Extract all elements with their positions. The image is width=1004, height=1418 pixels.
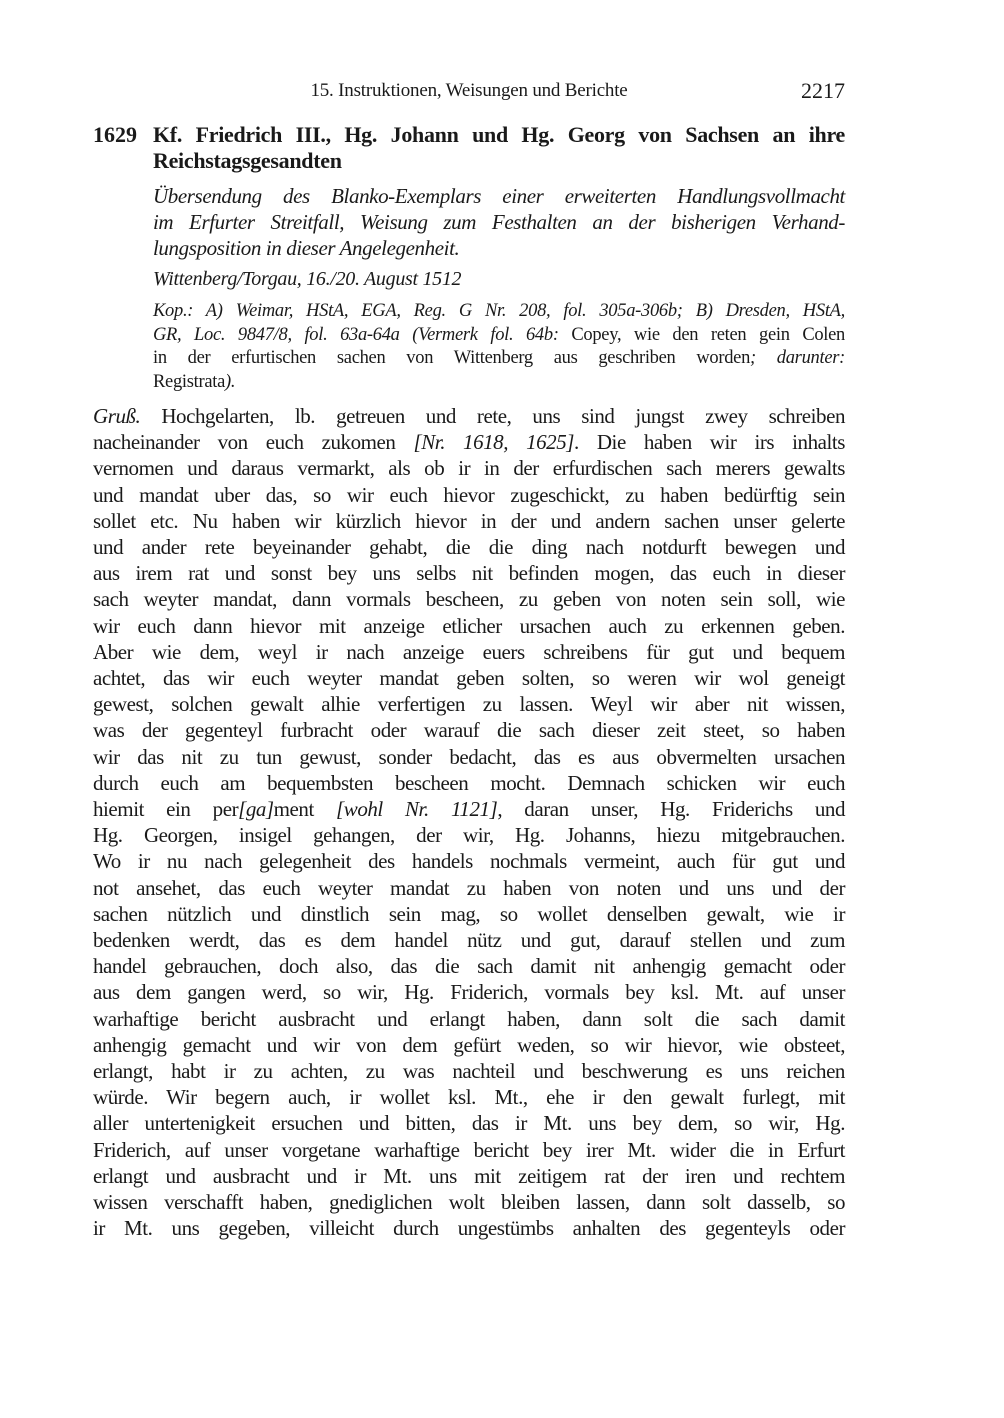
text-line [93,613,845,639]
text-line [153,300,845,324]
italic-text: Gruß. [93,404,141,428]
text-line [93,1215,845,1241]
letter-body [93,403,845,1242]
italic-text: Kop.: A) Weimar, HStA, EGA, Reg. G Nr. 208, fol. 305a-306b; B) Dresden, HStA, [153,301,845,321]
page-number: 2217 [801,78,845,103]
source-note [153,300,845,395]
text-segment: not ansehet, das euch weyter mandat zu haben von noten und uns und der [93,875,845,900]
text-segment: und ander rete beyeinander gehabt, die die ding nach notdurft bewegen und [93,535,845,560]
text-segment: sollet etc. Nu haben wir kürzlich hievor in der und andern sachen unser gelerte [93,508,845,533]
text-line [93,927,845,953]
text-line [93,717,845,743]
text-line [93,770,845,796]
text-segment: durch euch am bequembsten bescheen mocht. Demnach schicken wir euch [93,770,845,795]
text-segment: aller untertenigkeit ersuchen und bitten, das ir Mt. uns bey dem, so wir, Hg. [93,1111,845,1136]
text-segment: vernomen und daraus vermarkt, als ob ir in der erfurdischen sach merers gewalts [93,456,845,481]
text-line [93,508,845,534]
italic-text: ). [225,372,236,393]
italic-text: [ga] [238,797,274,822]
text-segment: bedenken werdt, das es dem handel nütz und gut, darauf stellen und zum [93,928,845,953]
text-line [93,953,845,979]
text-segment: Wo ir nu nach gelegenheit des handels nochmals vermeint, auch für gut und [93,849,845,874]
text-segment: sach weyter mandat, dann vormals bescheen, zu geben von noten sein soll, wie [93,587,845,612]
text-segment: warhaftige bericht ausbracht und erlangt haben, dann solt die sach damit [93,1006,845,1031]
entry-title-line: Reichstagsgesandten [153,148,342,173]
text-line [153,347,845,371]
text-segment: wissen verschafft haben, gnediglichen wolt bleiben lassen, dann solt dasselb, so [93,1190,845,1215]
text-line [93,455,845,481]
text-line [93,1032,845,1058]
text-segment: Hochgelarten, lb. getreuen und rete, uns sind jungst zwey schreiben [140,404,845,428]
text-segment: ir Mt. uns gegeben, villeicht durch ungestümbs anhalten des gegenteyls oder [93,1216,845,1241]
entry-title-line: Kf. Friedrich III., Hg. Johann und Hg. Georg von Sachsen an ihre [153,122,845,147]
abstract-line: lungsposition in dieser Angelegenheit. [153,236,460,260]
abstract-line: Übersendung des Blanko-Exemplars einer erweiterten Handlungsvollmacht [153,184,845,208]
italic-text: [wohl Nr. 1121] [336,797,498,822]
text-segment: würde. Wir begern auch, ir wollet ksl. Mt., ehe ir den gewalt furlegt, mit [93,1085,845,1110]
text-segment: aus dem gangen werd, so wir, Hg. Friderich, vormals bey ksl. Mt. auf unser [93,980,845,1005]
text-line [93,1084,845,1110]
text-segment: nacheinander von euch zukomen [93,430,414,455]
text-segment: anhengig gemacht und wir von dem gefürt weden, so wir hievor, wie obsteet, [93,1032,845,1057]
text-segment: gewest, solchen gewalt alhie verfertigen zu lassen. Weyl wir aber nit wissen, [93,692,845,717]
text-segment: Hg. Georgen, insigel gehangen, der wir, Hg. Johanns, hiezu mitgebrauchen. [93,823,845,848]
text-line [93,744,845,770]
text-line [153,324,845,348]
text-segment: . Die haben wir irs inhalts [574,430,845,455]
text-segment: erlangt und ausbracht und ir Mt. uns mit zeitigem rat der iren und rechtem [93,1163,845,1188]
text-segment: , daran unser, Hg. Friderichs und [497,797,846,822]
text-line [93,665,845,691]
text-line [93,639,845,665]
text-line [93,1137,845,1163]
text-segment: achtet, das wir euch weyter mandat geben solten, so weren wir wol geneigt [93,666,845,691]
text-line [93,1058,845,1084]
text-segment: handel gebrauchen, doch also, das die sach damit nit anhengig gemacht oder [93,954,845,979]
text-line [93,796,845,822]
entry-number: 1629 [93,122,137,147]
text-line [93,482,845,508]
text-line [93,534,845,560]
text-line [93,979,845,1005]
text-line [153,371,845,395]
text-segment: Registrata [153,372,226,393]
text-segment: aus irem rat und sonst bey uns selbs nit befinden mogen, das euch in dieser [93,561,845,586]
text-line [93,560,845,586]
text-line [93,901,845,927]
italic-text: ; darunter: [750,348,845,369]
text-line [93,875,845,901]
text-segment: Copey, wie den reten gein Colen [558,324,846,345]
italic-text: [Nr. 1618, 1625] [413,430,574,455]
text-segment: wir das nit zu tun gewust, sonder bedacht, das es aus obvermelten ursachen [93,744,845,769]
text-line [93,1110,845,1136]
running-title: 15. Instruktionen, Weisungen und Berichte [310,80,628,101]
text-segment: Friderich, auf unser vorgetane warhaftige bericht bey irer Mt. wider die in Erfurt [93,1137,845,1162]
abstract-line: im Erfurter Streitfall, Weisung zum Festhalten an der bisherigen Verhand- [153,210,845,234]
text-segment: Aber wie dem, weyl ir nach anzeige euers schreibens für gut und bequem [93,639,845,664]
text-segment: in der erfurtischen sachen von Wittenberg aus geschriben worden [153,348,751,369]
text-line [93,691,845,717]
entry-date: Wittenberg/Torgau, 16./20. August 1512 [153,268,462,290]
text-segment: hiemit ein per [93,797,239,822]
entry-abstract [153,183,845,261]
text-line [93,1163,845,1189]
text-segment: was der gegenteyl furbracht oder warauf die sach dieser zeit steet, so haben [93,718,845,743]
text-line [93,1189,845,1215]
text-segment: wir euch dann hievor mit anzeige etlicher ursachen auch zu erkennen geben. [93,613,845,638]
italic-text: GR, Loc. 9847/8, fol. 63a-64a (Vermerk fol. 64b: [153,324,559,345]
text-line [93,586,845,612]
text-line [93,1006,845,1032]
text-segment: sachen nützlich und dinstlich sein mag, so wollet denselben gewalt, wie ir [93,901,845,926]
entry-title [153,122,845,174]
text-line [93,848,845,874]
text-line [93,822,845,848]
text-segment: und mandat uber das, so wir euch hievor zugeschickt, zu haben bedürftig sein [93,482,845,507]
text-segment: erlangt, habt ir zu achten, zu was nachteil und beschwerung es uns reichen [93,1059,845,1084]
text-line [93,429,845,455]
text-segment: ment [273,797,337,822]
text-line [93,403,845,429]
